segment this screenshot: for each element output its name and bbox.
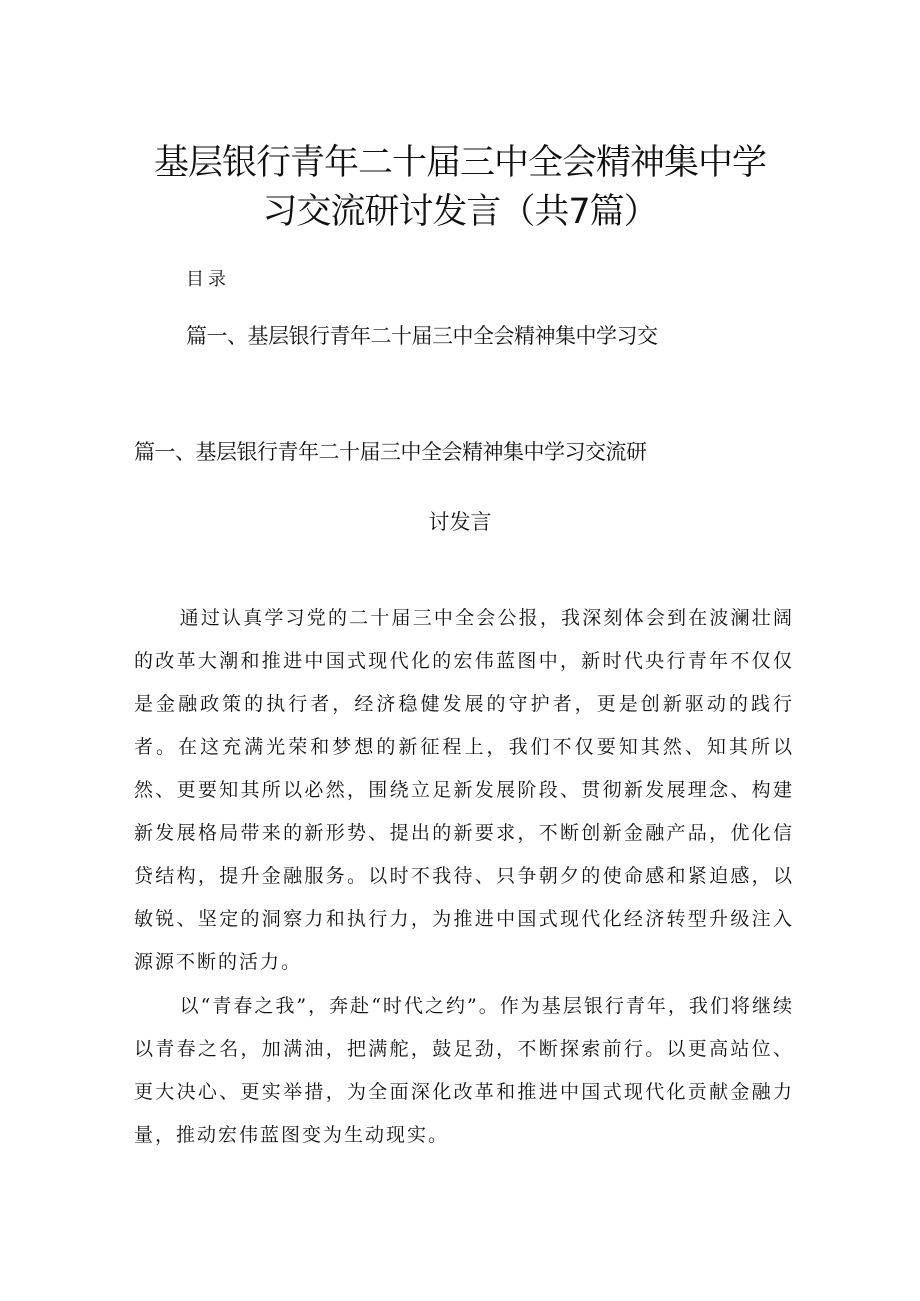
- toc-label: 目录: [186, 269, 230, 290]
- body-paragraph-1: 通过认真学习党的二十届三中全会公报，我深刻体会到在波澜壮阔的改革大潮和推进中国式现代化的宏伟蓝图中，新时代央行青年不仅仅是金融政策的执行者，经济稳健发展的守护者，更是创新驱动的践行者。在这充满光荣和梦想的新征程上，我们不仅要知其然、知其所以然、更要知其所以必然，围绕立足新发展阶段、贯彻新发展理念、构建新发展格局带来的新形势、提出的新要求，不断创新金融产品，优化信贷结构，提升金融服务。以时不我待、只争朝夕的使命感和紧迫感，以敏锐、坚定的洞察力和执行力，为推进中国式现代化经济转型升级注入源源不断的活力。: [134, 607, 794, 973]
- section-heading: 篇一、基层银行青年二十届三中全会精神集中学习交流研: [134, 440, 647, 464]
- document-title-line-2: 习交流研讨发言（共7篇）: [262, 192, 658, 232]
- document-title-line-1: 基层银行青年二十届三中全会精神集中学: [153, 143, 766, 183]
- section-heading-continuation: 讨发言: [428, 510, 492, 534]
- body-paragraph-2: 以“青春之我”，奔赴“时代之约”。作为基层银行青年，我们将继续以青春之名，加满油，把满舵，鼓足劲，不断探索前行。以更高站位、更大决心、更实举措，为全面深化改革和推进中国式现代化贡献金融力量，推动宏伟蓝图变为生动现实。: [134, 995, 794, 1146]
- toc-entry-1[interactable]: 篇一、基层银行青年二十届三中全会精神集中学习交: [186, 324, 658, 348]
